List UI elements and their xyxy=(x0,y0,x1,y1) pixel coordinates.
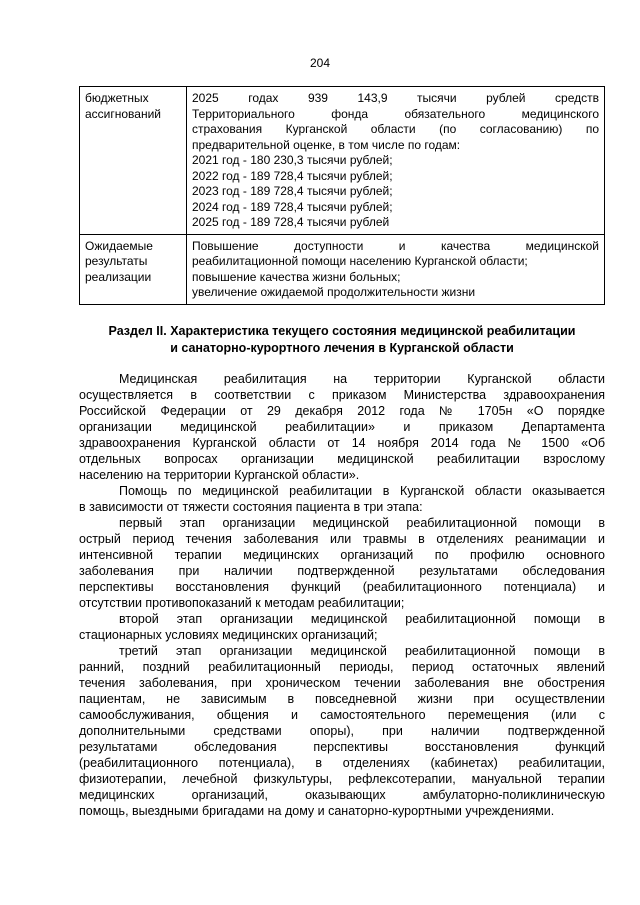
paragraph-line: дополнительными средствами опоры), при наличии подтвержденной xyxy=(79,724,605,738)
content-line: Повышение доступности и качества медицинской xyxy=(192,238,599,253)
paragraph-line: острый период течения заболевания или травмы в отделениях реанимации и xyxy=(79,532,605,546)
paragraph-line: заболевания при наличии подтвержденной результатами обследования xyxy=(79,564,605,578)
paragraph-line: Российской Федерации от 29 декабря 2012 года № 1705н «О порядке xyxy=(79,404,605,418)
section-heading-line: и санаторно-курортного лечения в Курганской области xyxy=(170,341,514,355)
paragraph-line: отсутствии противопоказаний к методам реабилитации; xyxy=(79,596,405,610)
paragraph-line: организации медицинской реабилитации» и приказом Департамента xyxy=(79,420,605,434)
paragraph-stage-one xyxy=(79,515,605,611)
content-line: реабилитационной помощи населению Курганской области; xyxy=(192,254,528,268)
table-row-label xyxy=(80,234,187,304)
content-line: 2025 год - 189 728,4 тысячи рублей xyxy=(192,215,390,229)
content-line: 2024 год - 189 728,4 тысячи рублей; xyxy=(192,199,393,214)
paragraph-line: Медицинская реабилитация на территории Курганской области xyxy=(119,372,605,386)
content-line: 2021 год - 180 230,3 тысячи рублей; xyxy=(192,153,393,167)
paragraph-line: помощь, выездными бригадами на дому и санаторно-курортными учреждениями. xyxy=(79,804,555,818)
label-line: реализации xyxy=(85,269,152,284)
paragraph-line: второй этап организации медицинской реабилитационной помощи в xyxy=(119,612,605,626)
content-line: Территориального фонда обязательного медицинского xyxy=(192,106,599,121)
section-body xyxy=(79,371,605,819)
section-heading xyxy=(79,323,605,357)
paragraph-regulations xyxy=(79,371,605,483)
content-line: 2023 год - 189 728,4 тысячи рублей; xyxy=(192,184,393,198)
label-line: Ожидаемые xyxy=(85,238,153,253)
paragraph-three-stages xyxy=(79,483,605,515)
paragraph-line: отдельных вопросах организации медицинской реабилитации взрослому xyxy=(79,452,605,466)
paragraph-line: течения заболевания, при хроническом течении заболевания вне обострения xyxy=(79,676,605,690)
table-row-content xyxy=(187,234,605,304)
table-row-content xyxy=(187,87,605,235)
paragraph-line: здравоохранения Курганской области от 14 ноября 2014 года № 1500 «Об xyxy=(79,436,605,450)
table-row-expected-results xyxy=(80,234,605,304)
content-line: повышение качества жизни больных; xyxy=(192,269,401,284)
content-line: 2022 год - 189 728,4 тысячи рублей; xyxy=(192,168,393,183)
paragraph-line: медицинских организаций, оказывающих амбулаторно-поликлиническую xyxy=(79,788,605,802)
content-line: предварительной оценке, в том числе по годам: xyxy=(192,137,461,152)
paragraph-line: ранний, поздний реабилитационный периоды, период остаточных явлений xyxy=(79,660,605,674)
paragraph-line: самообслуживания, общения и самостоятельного перемещения (или с xyxy=(79,708,605,722)
paragraph-line: интенсивной терапии медицинских организаций по профилю основного xyxy=(79,548,605,562)
label-line: результаты xyxy=(85,254,148,268)
table-row-label xyxy=(80,87,187,235)
paragraph-line: Помощь по медицинской реабилитации в Курганской области оказывается xyxy=(119,484,605,498)
section-heading-line: Раздел II. Характеристика текущего состояния медицинской реабилитации xyxy=(108,324,576,338)
paragraph-line: перспективы восстановления функций (реабилитационного потенциала) и xyxy=(79,580,605,594)
paragraph-stage-three xyxy=(79,643,605,819)
paragraph-stage-two xyxy=(79,611,605,643)
page-number: 204 xyxy=(309,56,331,70)
paragraph-line: третий этап организации медицинской реабилитационной помощи в xyxy=(119,644,605,658)
paragraph-line: в зависимости от тяжести состояния пациента в три этапа: xyxy=(79,500,423,514)
paragraph-line: (реабилитационного потенциала), в отделениях (кабинетах) реабилитации, xyxy=(79,756,605,770)
content-line: увеличение ожидаемой продолжительности жизни xyxy=(192,285,476,299)
content-line: страхования Курганской области (по согласованию) по xyxy=(192,122,599,136)
paragraph-line: пациентам, не зависимым в повседневной жизни при осуществлении xyxy=(79,692,605,706)
paragraph-line: первый этап организации медицинской реабилитационной помощи в xyxy=(119,516,605,530)
program-passport-table xyxy=(79,86,605,305)
table-row-budget xyxy=(80,87,605,235)
paragraph-line: стационарных условиях медицинских организаций; xyxy=(79,628,378,642)
paragraph-line: результатами обследования перспективы восстановления функций xyxy=(79,740,605,754)
paragraph-line: физиотерапии, лечебной физкультуры, рефлексотерапии, мануальной терапии xyxy=(79,772,605,786)
label-line: ассигнований xyxy=(85,106,162,121)
paragraph-line: населению на территории Курганской области». xyxy=(79,468,360,482)
paragraph-line: осуществляется в соответствии с приказом Министерства здравоохранения xyxy=(79,388,605,402)
content-line: 2025 годах 939 143,9 тысячи рублей средств xyxy=(192,91,599,105)
label-line: бюджетных xyxy=(85,91,149,105)
